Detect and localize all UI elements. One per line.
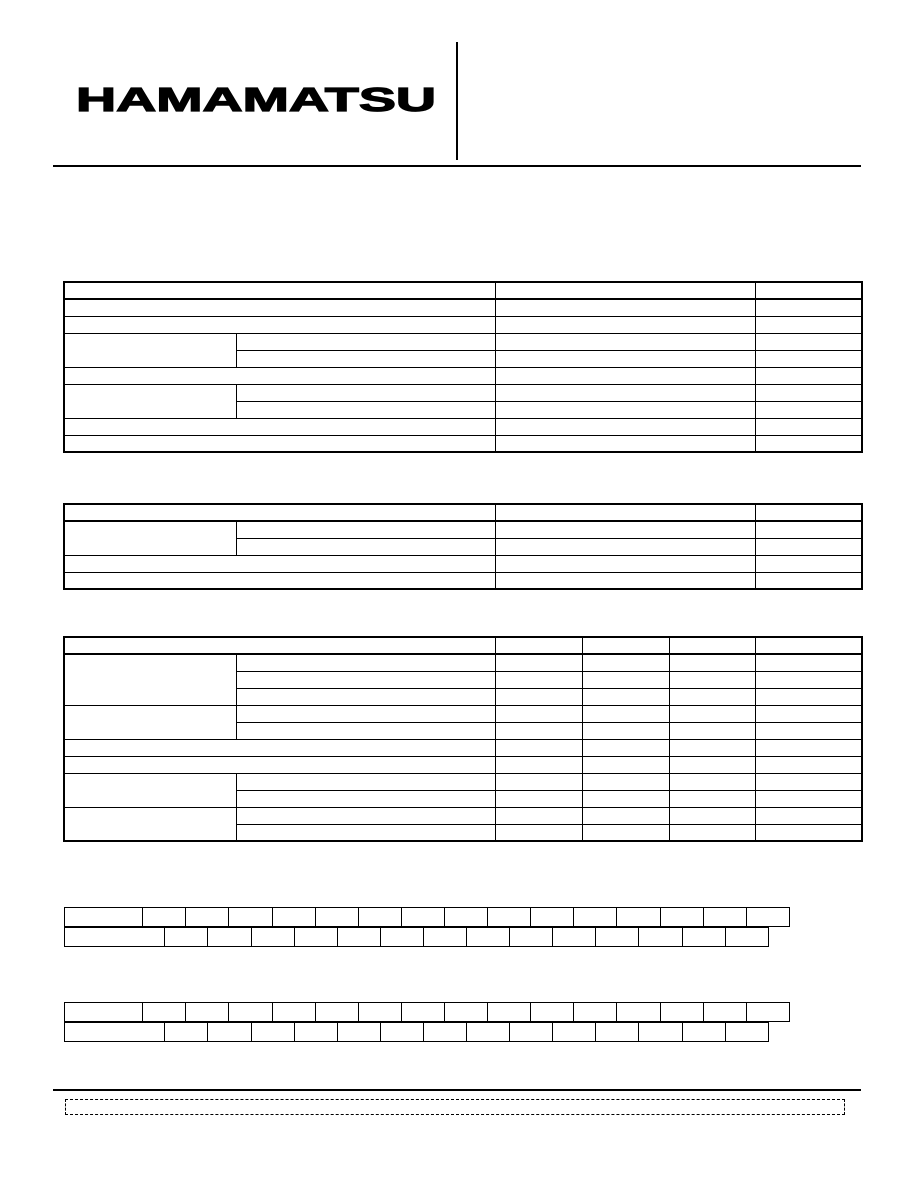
table-cell (64, 654, 236, 705)
table-row (64, 435, 862, 452)
table-cell (756, 722, 862, 739)
table-cell (236, 538, 495, 555)
hamamatsu-logo (76, 86, 438, 114)
table-cell (756, 418, 862, 435)
table-cell (669, 773, 755, 790)
table-cell (236, 521, 495, 538)
strip-cell (660, 908, 703, 927)
table-cell (756, 572, 862, 589)
table-row (64, 773, 862, 790)
table-cell (64, 384, 236, 418)
table-header-row (64, 504, 862, 521)
table-cell (756, 739, 862, 756)
table-cell (582, 637, 669, 654)
table-cell (64, 504, 495, 521)
strip-cell (315, 1003, 358, 1022)
table-cell (236, 401, 495, 418)
table-cell (495, 401, 756, 418)
strip-cell (444, 1003, 487, 1022)
strip-cell (358, 1003, 401, 1022)
table-cell (495, 555, 756, 572)
table-row (64, 705, 862, 722)
table-cell (236, 705, 495, 722)
table-cell (756, 538, 862, 555)
table-cell (756, 299, 862, 316)
table-cell (756, 807, 862, 824)
table-cell (669, 654, 755, 671)
strip-cell (208, 928, 251, 947)
strip-cell (553, 1023, 596, 1042)
table-cell (64, 299, 495, 316)
strip-row (65, 1003, 790, 1022)
strip-cell (725, 928, 768, 947)
strip-row (65, 928, 769, 947)
table-cell (669, 705, 755, 722)
strip-cell (143, 1003, 186, 1022)
strip-cell (639, 928, 682, 947)
table-cell (495, 367, 756, 384)
strip-cell (208, 1023, 251, 1042)
table-cell (756, 384, 862, 401)
strip-row (65, 908, 790, 927)
table-cell (236, 350, 495, 367)
strip-row (65, 1023, 769, 1042)
table-cell (495, 773, 582, 790)
table-cell (64, 435, 495, 452)
strip-cell (444, 908, 487, 927)
table-cell (495, 435, 756, 452)
table-cell (495, 299, 756, 316)
table-cell (495, 282, 756, 299)
spec-table-3 (63, 636, 863, 842)
table-cell (582, 688, 669, 705)
table-cell (756, 504, 862, 521)
strip-cell (272, 1003, 315, 1022)
logo-graphic (76, 86, 438, 114)
table-cell (756, 705, 862, 722)
table-cell (756, 316, 862, 333)
strip-cell (251, 928, 294, 947)
table-cell (495, 384, 756, 401)
table-row (64, 654, 862, 671)
table-header-row (64, 637, 862, 654)
strip-cell (703, 908, 746, 927)
table-header-row (64, 282, 862, 299)
strip-cell (401, 908, 444, 927)
table-row (64, 807, 862, 824)
strip-cell (510, 928, 553, 947)
table-cell (669, 688, 755, 705)
table-cell (64, 756, 495, 773)
table-cell (495, 671, 582, 688)
strip-row-top-1 (64, 907, 790, 927)
strip-cell (423, 928, 466, 947)
strip-cell (510, 1023, 553, 1042)
table-cell (236, 671, 495, 688)
table-cell (495, 572, 756, 589)
header-rule (53, 165, 861, 167)
table-cell (495, 705, 582, 722)
strip-cell (65, 908, 143, 927)
strip-cell (65, 928, 165, 947)
strip-cell (380, 928, 423, 947)
table-cell (495, 521, 756, 538)
table-cell (582, 739, 669, 756)
strip-cell (725, 1023, 768, 1042)
table-cell (236, 722, 495, 739)
strip-cell (682, 928, 725, 947)
table-cell (669, 790, 755, 807)
table-cell (64, 282, 495, 299)
table-cell (756, 435, 862, 452)
strip-cell (574, 1003, 617, 1022)
strip-cell (380, 1023, 423, 1042)
table-cell (669, 722, 755, 739)
table-cell (756, 555, 862, 572)
table-cell (756, 350, 862, 367)
strip-cell (229, 1003, 272, 1022)
table-row (64, 367, 862, 384)
table-cell (495, 688, 582, 705)
table-cell (495, 824, 582, 841)
table-cell (495, 654, 582, 671)
table-cell (64, 773, 236, 807)
table-cell (756, 367, 862, 384)
table-cell (756, 637, 862, 654)
table-cell (64, 739, 495, 756)
table-cell (756, 654, 862, 671)
table-cell (669, 756, 755, 773)
table-cell (495, 756, 582, 773)
table-cell (64, 418, 495, 435)
table-cell (236, 384, 495, 401)
strip-cell (65, 1023, 165, 1042)
table-cell (64, 521, 236, 555)
strip-cell (165, 928, 208, 947)
table-row (64, 756, 862, 773)
table-cell (64, 333, 236, 367)
strip-cell (294, 1023, 337, 1042)
table-cell (236, 824, 495, 841)
table-cell (669, 807, 755, 824)
table-cell (582, 773, 669, 790)
strip-cell (294, 928, 337, 947)
strip-cell (682, 1023, 725, 1042)
table-cell (495, 739, 582, 756)
table-row (64, 739, 862, 756)
strip-cell (467, 1023, 510, 1042)
table-cell (756, 401, 862, 418)
strip-cell (165, 1023, 208, 1042)
strip-cell (531, 1003, 574, 1022)
table-cell (236, 654, 495, 671)
table-cell (64, 807, 236, 841)
table-cell (582, 756, 669, 773)
table-row (64, 521, 862, 538)
strip-cell (143, 908, 186, 927)
strip-cell (401, 1003, 444, 1022)
table-cell (756, 333, 862, 350)
table-row (64, 316, 862, 333)
svg-text:HAMAMATSU: HAMAMATSU (76, 86, 436, 114)
table-cell (495, 418, 756, 435)
table-cell (582, 722, 669, 739)
table-row (64, 555, 862, 572)
table-cell (236, 688, 495, 705)
table-cell (64, 316, 495, 333)
table-cell (236, 790, 495, 807)
header-vertical-divider (456, 42, 458, 160)
table-row (64, 333, 862, 350)
table-cell (669, 637, 755, 654)
strip-cell (596, 928, 639, 947)
strip-cell (358, 908, 401, 927)
footer-note-box (65, 1099, 845, 1115)
strip-cell (596, 1023, 639, 1042)
table-cell (756, 688, 862, 705)
strip-row-bottom-1 (64, 927, 769, 947)
strip-cell (617, 908, 660, 927)
table-cell (495, 333, 756, 350)
table-cell (236, 773, 495, 790)
table-cell (495, 316, 756, 333)
table-cell (669, 671, 755, 688)
table-cell (582, 790, 669, 807)
table-cell (756, 671, 862, 688)
strip-cell (423, 1023, 466, 1042)
strip-cell (488, 1003, 531, 1022)
table-cell (495, 807, 582, 824)
table-cell (495, 504, 756, 521)
table-cell (756, 773, 862, 790)
table-row (64, 299, 862, 316)
strip-cell (488, 908, 531, 927)
table-cell (582, 654, 669, 671)
table-cell (236, 807, 495, 824)
strip-cell (186, 908, 229, 927)
table-row (64, 572, 862, 589)
strip-cell (337, 928, 380, 947)
table-cell (756, 756, 862, 773)
strip-row-bottom-2 (64, 1022, 769, 1042)
table-cell (582, 705, 669, 722)
table-cell (495, 790, 582, 807)
table-cell (582, 824, 669, 841)
strip-cell (617, 1003, 660, 1022)
strip-cell (531, 908, 574, 927)
table-cell (64, 572, 495, 589)
table-cell (756, 790, 862, 807)
strip-row-top-2 (64, 1002, 790, 1022)
strip-cell (703, 1003, 746, 1022)
table-cell (495, 722, 582, 739)
strip-cell (660, 1003, 703, 1022)
table-cell (756, 521, 862, 538)
table-cell (64, 555, 495, 572)
strip-cell (639, 1023, 682, 1042)
strip-cell (337, 1023, 380, 1042)
strip-cell (65, 1003, 143, 1022)
table-row (64, 384, 862, 401)
strip-cell (315, 908, 358, 927)
table-cell (495, 538, 756, 555)
strip-cell (467, 928, 510, 947)
table-cell (756, 824, 862, 841)
table-cell (64, 637, 495, 654)
table-cell (582, 671, 669, 688)
spec-table-1 (63, 281, 863, 453)
strip-cell (251, 1023, 294, 1042)
table-cell (495, 637, 582, 654)
strip-cell (186, 1003, 229, 1022)
table-cell (64, 705, 236, 739)
strip-cell (746, 908, 789, 927)
strip-cell (229, 908, 272, 927)
table-cell (669, 824, 755, 841)
table-cell (495, 350, 756, 367)
strip-cell (574, 908, 617, 927)
table-cell (64, 367, 495, 384)
table-cell (236, 333, 495, 350)
table-cell (669, 739, 755, 756)
table-cell (582, 807, 669, 824)
strip-cell (746, 1003, 789, 1022)
spec-table-2 (63, 503, 863, 590)
table-row (64, 418, 862, 435)
strip-cell (272, 908, 315, 927)
strip-cell (553, 928, 596, 947)
footer-rule (53, 1089, 861, 1091)
table-cell (756, 282, 862, 299)
